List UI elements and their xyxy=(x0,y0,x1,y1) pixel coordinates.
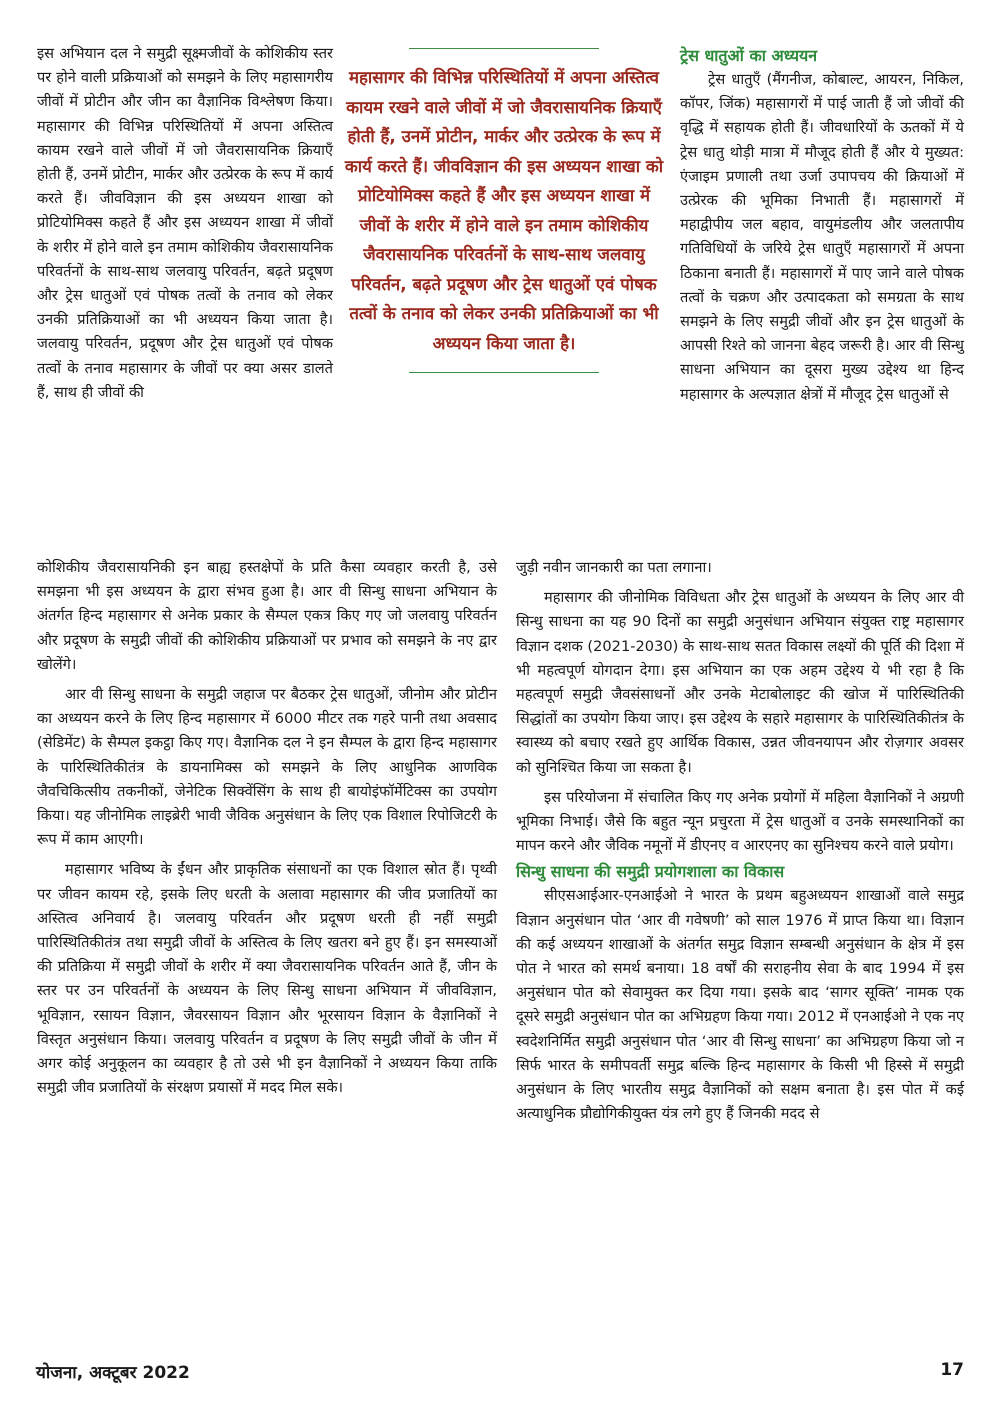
column-right-bottom xyxy=(516,556,964,1126)
body-paragraph: महासागर की जीनोमिक विविधता और ट्रेस धातुओं के अध्ययन के लिए आर वी सिन्धु साधना का यह 90 दिनों का समुद्री अनुसंधान अभियान संयुक्त राष्ट्र महासागर विज्ञान दशक (2021-2030) के साथ-साथ सतत विकास लक्ष्यों की पूर्ति की दिशा में भी महत्वपूर्ण योगदान देगा। इस अभियान का एक अहम उद्देश्य ये भी रहा है कि महत्वपूर्ण समुद्री जैवसंसाधनों और उनके मेटाबोलाइट की खोज में पारिस्थितिकी सिद्धांतों का उपयोग किया जाए। इस उद्देश्य के सहारे महासागर के पारिस्थितिकीतंत्र के स्वास्थ्य को बचाए रखते हुए आर्थिक विकास, उन्नत जीवनयापन और रोज़गार अवसर को सुनिश्चित किया जा सकता है। xyxy=(516,589,964,776)
column-right-top xyxy=(680,44,964,407)
column-left-top xyxy=(37,42,333,405)
pull-quote-text: महासागर की विभिन्न परिस्थितियों में अपना अस्तित्व कायम रखने वाले जीवों में जो जैवरासायनिक क्रियाएँ होती हैं, उनमें प्रोटीन, मार्कर और उत्प्रेरक के रूप में कार्य करते हैं। जीवविज्ञान की इस अध्ययन शाखा को प्रोटियोमिक्स कहते हैं और इस अध्ययन शाखा में जीवों के शरीर में होने वाले इन तमाम कोशिकीय जैवरासायनिक परिवर्तनों के साथ-साथ जलवायु परिवर्तन, बढ़ते प्रदूषण और ट्रेस धातुओं एवं पोषक तत्वों के तनाव को लेकर उनकी प्रतिक्रियाओं का भी अध्ययन किया जाता है। xyxy=(344,67,664,353)
pull-quote xyxy=(343,48,665,373)
body-paragraph: इस परियोजना में संचालित किए गए अनेक प्रयोगों में महिला वैज्ञानिकों ने अग्रणी भूमिका निभाई। जैसे कि बहुत न्यून प्रचुरता में ट्रेस धातुओं व उनके समस्थानिकों का मापन करने और जैविक नमूनों में डीएनए व आरएनए का सुनिश्चय करने वाले प्रयोग। xyxy=(516,788,964,855)
page-number: 17 xyxy=(940,1360,964,1380)
column-left-bottom xyxy=(37,556,497,1100)
body-paragraph: महासागर भविष्य के ईंधन और प्राकृतिक संसाधनों का एक विशाल स्रोत हैं। पृथ्वी पर जीवन कायम रहे, इसके लिए धरती के अलावा महासागर की जीव प्रजातियों का अस्तित्व अनिवार्य है। जलवायु परिवर्तन और प्रदूषण धरती ही नहीं समुद्री पारिस्थितिकीतंत्र तथा समुद्री जीवों के अस्तित्व के लिए खतरा बने हुए हैं। इन समस्याओं की प्रतिक्रिया में समुद्री जीवों के शरीर में क्या जैवरासायनिक परिवर्तन आते हैं, जीन के स्तर पर उन परिवर्तनों के अध्ययन के लिए सिन्धु साधना अभियान में जीवविज्ञान, भूविज्ञान, रसायन विज्ञान, जैवरसायन विज्ञान और भूरसायन विज्ञान के वैज्ञानिकों ने विस्तृत अनुसंधान किया। जलवायु परिवर्तन व प्रदूषण के लिए समुद्री जीवों के जीन में अगर कोई अनुकूलन का व्यवहार है तो उसे भी इन वैज्ञानिकों ने अध्ययन किया ताकि समुद्री जीव प्रजातियों के संरक्षण प्रयासों में मदद मिल सके। xyxy=(37,861,497,1097)
body-paragraph: इस अभियान दल ने समुद्री सूक्ष्मजीवों के कोशिकीय स्तर पर होने वाली प्रक्रियाओं को समझने के लिए महासागरीय जीवों में प्रोटीन और जीन का वैज्ञानिक विश्लेषण किया। महासागर की विभिन्न परिस्थितियों में अपना अस्तित्व कायम रखने वाले जीवों में जो जैवरासायनिक क्रियाएँ होती हैं, उनमें प्रोटीन, मार्कर और उत्प्रेरक के रूप में कार्य करते हैं। जीवविज्ञान की इस अध्ययन शाखा को प्रोटियोमिक्स कहते हैं और इस अध्ययन शाखा में जीवों के शरीर में होने वाले इन तमाम कोशिकीय जैवरासायनिक परिवर्तनों के साथ-साथ जलवायु परिवर्तन, बढ़ते प्रदूषण और ट्रेस धातुओं एवं पोषक तत्वों के तनाव को लेकर उनकी प्रतिक्रियाओं का भी अध्ययन किया जाता है। जलवायु परिवर्तन, प्रदूषण और ट्रेस धातुओं एवं पोषक तत्वों के तनाव महासागर के जीवों पर क्या असर डालते हैं, साथ ही जीवों की xyxy=(37,45,333,401)
page-footer xyxy=(36,1360,964,1383)
body-paragraph: आर वी सिन्धु साधना के समुद्री जहाज पर बैठकर ट्रेस धातुओं, जीनोम और प्रोटीन का अध्ययन करने के लिए हिन्द महासागर में 6000 मीटर तक गहरे पानी तथा अवसाद (सेडिमेंट) के सैम्पल इकट्ठा किए गए। वैज्ञानिक दल ने इन सैम्पल के द्वारा हिन्द महासागर के पारिस्थितिकीतंत्र के डायनामिक्स को समझने के लिए आधुनिक आणविक जैवचिकित्सीय तकनीकों, जेनेटिक सिक्वेंसिंग के साथ ही बायोइंफॉर्मेटिक्स का उपयोग किया। यह जीनोमिक लाइब्रेरी भावी जैविक अनुसंधान के लिए एक विशाल रिपोजिटरी के रूप में काम आएगी। xyxy=(37,686,497,849)
body-paragraph: ट्रेस धातुएँ (मैंगनीज, कोबाल्ट, आयरन, निकिल, कॉपर, जिंक) महासागरों में पाई जाती हैं जो जीवों की वृद्धि में सहायक होती हैं। जीवधारियों के ऊतकों में ये ट्रेस धातु थोड़ी मात्रा में मौजूद होती हैं और ये मुख्यत: एंजाइम प्रणाली तथा उर्जा उपापचय की क्रियाओं में उत्प्रेरक की भूमिका निभाती हैं। महासागरों में महाद्वीपीय जल बहाव, वायुमंडलीय और जलतापीय गतिविधियों के जरिये ट्रेस धातुएँ महासागरों में अपना ठिकाना बनाती हैं। महासागरों में पाए जाने वाले पोषक तत्वों के चक्रण और उत्पादकता को समग्रता के साथ समझने के लिए समुद्री जीवों और इन ट्रेस धातुओं के आपसी रिश्ते को जानना बेहद जरूरी है। आर वी सिन्धु साधना अभियान का दूसरा मुख्य उद्देश्य था हिन्द महासागर के अल्पज्ञात क्षेत्रों में मौजूद ट्रेस धातुओं से xyxy=(680,71,964,403)
section-heading-trace-metals: ट्रेस धातुओं का अध्ययन xyxy=(680,46,818,65)
section-heading-sindhu-sadhana-lab: सिन्धु साधना की समुद्री प्रयोगशाला का विकास xyxy=(516,862,785,882)
body-paragraph: सीएसआईआर-एनआईओ ने भारत के प्रथम बहुअध्ययन शाखाओं वाले समुद्र विज्ञान अनुसंधान पोत ‘आर वी गवेषणी’ को साल 1976 में प्राप्त किया था। विज्ञान की कई अध्ययन शाखाओं के अंतर्गत समुद्र विज्ञान सम्बन्धी अनुसंधान के क्षेत्र में इस पोत ने भारत को समर्थ बनाया। 18 वर्षों की सराहनीय सेवा के बाद 1994 में इस अनुसंधान पोत को सेवामुक्त कर दिया गया। इसके बाद ‘सागर सूक्ति’ नामक एक दूसरे समुद्री अनुसंधान पोत का अभिग्रहण किया गया। 2012 में एनआईओ ने एक नए स्वदेशनिर्मित समुद्री अनुसंधान पोत ‘आर वी सिन्धु साधना’ का अभिग्रहण किया जो न सिर्फ भारत के समीपवर्ती समुद्र बल्कि हिन्द महासागर के किसी भी हिस्से में समुद्री अनुसंधान के लिए भारतीय समुद्र वैज्ञानिकों को सक्षम बनाता है। इस पोत में कई अत्याधुनिक प्रौद्योगिकीयुक्त यंत्र लगे हुए हैं जिनकी मदद से xyxy=(516,887,964,1123)
pull-quote-top-rule xyxy=(409,48,599,49)
body-paragraph: कोशिकीय जैवरासायनिकी इन बाह्य हस्तक्षेपों के प्रति कैसा व्यवहार करती है, उसे समझना भी इस अध्ययन के द्वारा संभव हुआ है। आर वी सिन्धु साधना अभियान के अंतर्गत हिन्द महासागर से अनेक प्रकार के सैम्पल एकत्र किए गए जो जलवायु परिवर्तन और प्रदूषण के समुद्री जीवों की कोशिकीय प्रक्रियाओं पर प्रभाव को समझने के नए द्वार खोलेंगे। xyxy=(37,559,497,673)
body-paragraph: जुड़ी नवीन जानकारी का पता लगाना। xyxy=(516,559,712,576)
magazine-issue: योजना, अक्टूबर 2022 xyxy=(36,1363,190,1383)
pull-quote-bottom-rule xyxy=(409,372,599,373)
